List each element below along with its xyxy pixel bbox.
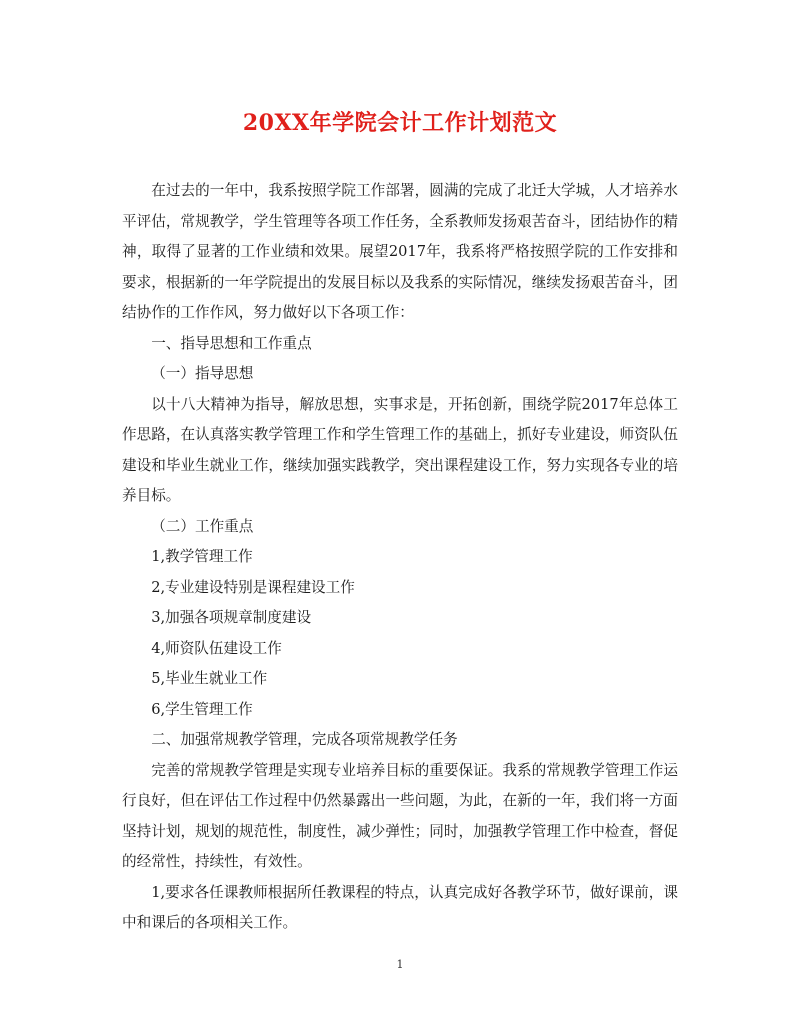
teaching-management-paragraph: 完善的常规教学管理是实现专业培养目标的重要保证。我系的常规教学管理工作运行良好，但在评估工作过程中仍然暴露出一些问题，为此，在新的一年，我们将一方面坚持计划，规划的规范性，制度性，减少弹性；同时，加强教学管理工作中检查，督促的经常性，持续性，有效性。 (122, 761, 678, 870)
work-focus-item-6: 6,学生管理工作 (151, 700, 253, 718)
work-focus-item-4: 4,师资队伍建设工作 (151, 639, 282, 657)
subsection-heading-guiding-ideology: （一）指导思想 (151, 365, 254, 382)
work-focus-item-1: 1,教学管理工作 (151, 548, 253, 565)
work-focus-item-2: 2,专业建设特别是课程建设工作 (151, 578, 355, 596)
section-heading-1: 一、指导思想和工作重点 (151, 334, 312, 352)
work-focus-item-5: 5,毕业生就业工作 (151, 670, 268, 687)
document-title: 20XX年学院会计工作计划范文 (242, 110, 558, 136)
page-number: 1 (396, 958, 404, 971)
teacher-requirement-paragraph: 1,要求各任课教师根据所任教课程的特点，认真完成好各教学环节，做好课前，课中和课后的各项相关工作。 (122, 883, 678, 931)
guiding-ideology-paragraph: 以十八大精神为指导，解放思想，实事求是，开拓创新，围绕学院2017年总体工作思路，在认真落实教学管理工作和学生管理工作的基础上，抓好专业建设，师资队伍建设和毕业生就业工作，继续加强实践教学，突出课程建设工作，努力实现各专业的培养目标。 (122, 395, 678, 504)
intro-paragraph: 在过去的一年中，我系按照学院工作部署，圆满的完成了北迁大学城，人才培养水平评估，常规教学，学生管理等各项工作任务，全系教师发扬艰苦奋斗，团结协作的精神，取得了显著的工作业绩和效果。展望2017年，我系将严格按照学院的工作安排和要求，根据新的一年学院提出的发展目标以及我系的实际情况，继续发扬艰苦奋斗，团结协作的工作作风，努力做好以下各项工作： (122, 182, 678, 321)
document-body (122, 176, 678, 939)
work-focus-item-3: 3,加强各项规章制度建设 (151, 609, 312, 626)
section-heading-2: 二、加强常规教学管理，完成各项常规教学任务 (151, 731, 458, 748)
subsection-heading-work-focus: （二）工作重点 (151, 517, 254, 535)
